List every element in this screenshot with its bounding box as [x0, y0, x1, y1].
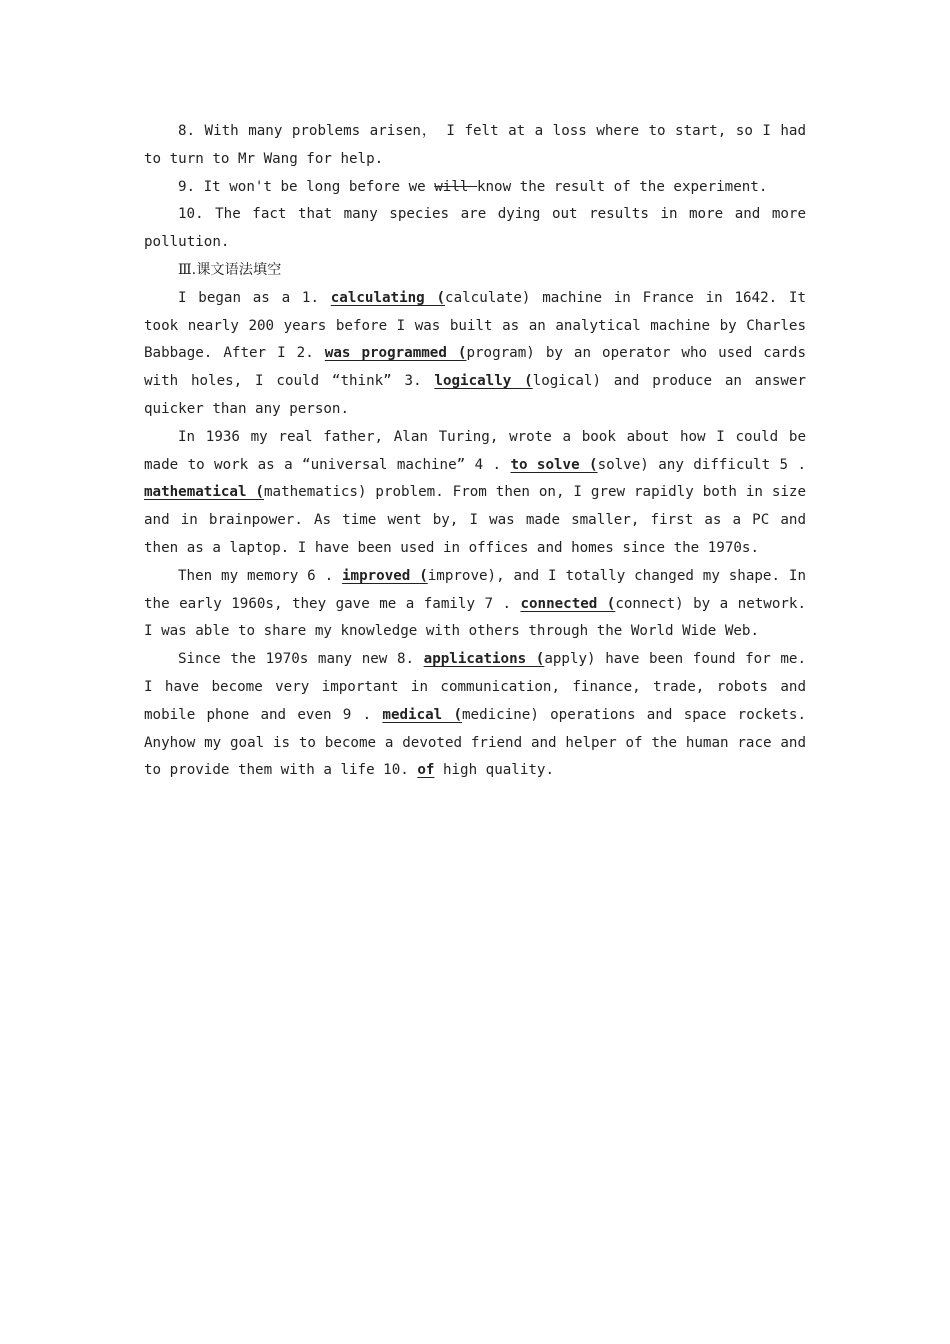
answer-blank-6: improved ( [342, 567, 428, 584]
answer-blank-3: logically ( [434, 373, 533, 390]
answer-blank-2: was programmed ( [324, 345, 467, 362]
exercise-item-9 [144, 174, 806, 202]
section-heading: Ⅲ.课文语法填空 [178, 261, 282, 278]
exercise-item-8-text: 8. With many problems arisen， I felt at a loss where to start, so I had to turn to Mr Wang for help. [144, 123, 806, 167]
passage-text: solve) any difficult 5 . [597, 456, 807, 473]
passage-text: Then my memory 6 . [178, 567, 342, 584]
answer-blank-10: of [417, 762, 435, 779]
passage-paragraph-2 [144, 424, 806, 563]
passage-paragraph-4 [144, 646, 806, 785]
passage-paragraph-3 [144, 563, 806, 646]
answer-blank-5: mathematical ( [144, 484, 264, 501]
passage-text: In 1936 my real father, Alan Turing, wrote a book about how I could be made to work as a “universal machine” 4 . [144, 428, 806, 473]
answer-blank-8: applications ( [423, 651, 545, 668]
exercise-item-10-text-after: more and more pollution. [144, 206, 806, 251]
passage-paragraph-1 [144, 285, 806, 424]
answer-blank-9: medical ( [382, 706, 462, 723]
passage-text: apply) have been found for me. I have become very important in communication, finance, trade, robots and mobile phone and even 9 . [144, 651, 807, 723]
passage-text: program) by an operator who used cards with holes, I could “think” 3. [144, 345, 806, 390]
passage-text: medicine) operations and space rockets. Anyhow my goal is to become a devoted friend and helper of the human race and to provide them with a life 10. [144, 706, 806, 779]
exercise-item-10 [144, 201, 806, 257]
exercise-item-8 [144, 118, 806, 174]
passage-text: I began as a 1. [178, 289, 331, 306]
exercise-item-10-answer: in [660, 206, 690, 223]
passage-text: Since the 1970s many new 8. [178, 651, 424, 668]
passage-text: calculate) machine in France in 1642. It took nearly 200 years before I was built as an analytical machine by Charles Babbage. After I 2. [144, 289, 806, 362]
exercise-item-9-text-after: know the result of the experiment. [476, 178, 768, 195]
passage-text: connect) by a network. I was able to share my knowledge with others through the World Wide Web. [144, 595, 806, 640]
passage-text: high quality. [434, 762, 555, 779]
exercise-item-10-text-before: 10. The fact that many species are dying out results [178, 206, 661, 223]
passage-text: mathematics) problem. From then on, I grew rapidly both in size and in brainpower. As time went by, I was made smaller, first as a PC and then as a laptop. I have been used in offices and homes since the 1970s. [144, 484, 806, 556]
struck-word: will [434, 178, 477, 195]
passage-text: logical) and produce an answer quicker than any person. [144, 373, 806, 417]
exercise-item-9-text-before: 9. It won't be long before we [178, 178, 435, 195]
answer-blank-4: to solve ( [510, 456, 598, 473]
answer-blank-1: calculating ( [330, 289, 446, 306]
document-page [144, 118, 806, 785]
answer-blank-7: connected ( [520, 595, 616, 612]
passage-text: improve), and I totally changed my shape. In the early 1960s, they gave me a family 7 . [144, 567, 806, 612]
